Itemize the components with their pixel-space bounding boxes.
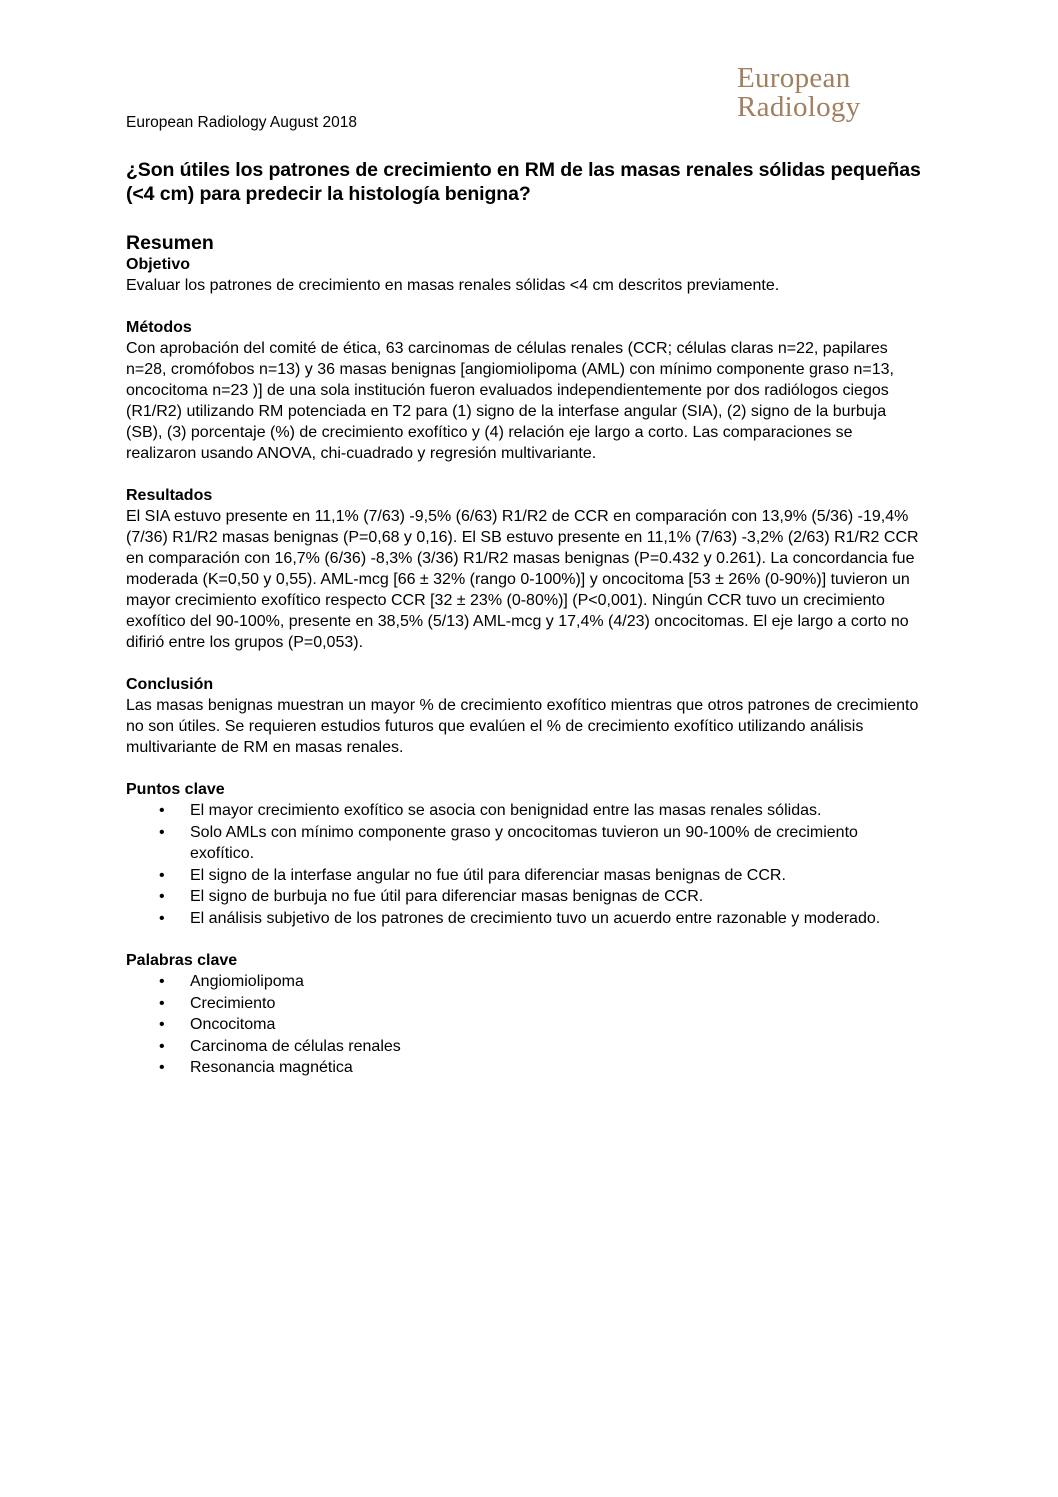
list-item <box>126 822 926 865</box>
list-item <box>126 1014 926 1036</box>
puntos-clave-heading: Puntos clave <box>126 781 225 798</box>
list-item <box>126 1036 926 1058</box>
list-item <box>126 886 926 908</box>
bullet-icon: • <box>159 1037 165 1055</box>
bullet-icon: • <box>159 1059 165 1076</box>
article-content <box>126 158 926 1079</box>
list-item-text: El signo de la interfase angular no fue útil para diferenciar masas benignas de CCR. <box>190 866 786 884</box>
bullet-icon: • <box>159 823 165 841</box>
resultados-heading: Resultados <box>126 487 213 504</box>
metodos-heading: Métodos <box>126 319 192 336</box>
list-item <box>126 908 926 930</box>
journal-logo <box>737 64 957 122</box>
metodos-body: Con aprobación del comité de ética, 63 carcinomas de células renales (CCR; células claras n=22, papilares n=28, cromófobos n=13) y 36 masas benignas [angiomiolipoma (AML) con mínimo componente graso n=13, oncocitoma n=23 )] de una sola institución fueron evaluados independientemente por dos radiólogos ciegos (R1/R2) utilizando RM potenciada en T2 para (1) signo de la interfase angular (SIA), (2) signo de la burbuja (SB), (3) porcentaje (%) de crecimiento exofítico y (4) relación eje largo a corto. Las comparaciones se realizaron usando ANOVA, chi-cuadrado y regresión multivariante. <box>126 340 894 462</box>
list-item <box>126 1057 926 1079</box>
bullet-icon: • <box>159 994 165 1012</box>
section-objetivo <box>126 254 926 296</box>
list-item-text: Crecimiento <box>190 994 276 1012</box>
objetivo-body: Evaluar los patrones de crecimiento en masas renales sólidas <4 cm descritos previamente. <box>126 277 780 294</box>
section-palabras-clave <box>126 950 926 1079</box>
palabras-clave-list <box>126 971 926 1079</box>
list-item-text: El mayor crecimiento exofítico se asocia con benignidad entre las masas renales sólidas. <box>190 802 822 819</box>
article-title: ¿Son útiles los patrones de crecimiento en RM de las masas renales sólidas pequeñas (<4 cm) para predecir la histología benigna? <box>126 159 921 205</box>
list-item-text: Solo AMLs con mínimo componente graso y oncocitomas tuvieron un 90-100% de crecimiento exofítico. <box>190 823 858 862</box>
section-conclusion <box>126 674 926 758</box>
list-item <box>126 865 926 887</box>
section-puntos-clave <box>126 779 926 929</box>
section-resultados <box>126 485 926 653</box>
puntos-clave-list <box>126 800 926 929</box>
list-item-text: Carcinoma de células renales <box>190 1037 401 1055</box>
bullet-icon: • <box>159 802 165 819</box>
conclusion-body: Las masas benignas muestran un mayor % de crecimiento exofítico mientras que otros patrones de crecimiento no son útiles. Se requieren estudios futuros que evalúen el % de crecimiento exofítico utilizando análisis multivariante de RM en masas renales. <box>126 697 919 756</box>
resultados-body: El SIA estuvo presente en 11,1% (7/63) -9,5% (6/63) R1/R2 de CCR en comparación con 13,9% (5/36) -19,4% (7/36) R1/R2 masas benignas (P=0,68 y 0,16). El SB estuvo presente en 11,1% (7/63) -3,2% (2/63) R1/R2 CCR en comparación con 16,7% (6/36) -8,3% (3/36) R1/R2 masas benignas (P=0.432 y 0.261). La concordancia fue moderada (K=0,50 y 0,55). AML-mcg [66 ± 32% (rango 0-100%)] y oncocitoma [53 ± 26% (0-90%)] tuvieron un mayor crecimiento exofítico respecto CCR [32 ± 23% (0-80%)] (P<0,001). Ningún CCR tuvo un crecimiento exofítico del 90-100%, presente en 38,5% (5/13) AML-mcg y 17,4% (4/23) oncocitomas. El eje largo a corto no difirió entre los grupos (P=0,053). <box>126 508 919 651</box>
list-item-text: El signo de burbuja no fue útil para diferenciar masas benignas de CCR. <box>190 888 704 905</box>
resumen-heading: Resumen <box>126 232 214 254</box>
list-item <box>126 993 926 1015</box>
logo-line-european: European <box>737 62 851 94</box>
list-item <box>126 800 926 822</box>
logo-line-radiology: Radiology <box>737 91 861 123</box>
list-item <box>126 971 926 993</box>
list-item-text: El análisis subjetivo de los patrones de crecimiento tuvo un acuerdo entre razonable y moderado. <box>190 909 881 927</box>
list-item-text: Oncocitoma <box>190 1016 276 1033</box>
palabras-clave-heading: Palabras clave <box>126 952 238 969</box>
bullet-icon: • <box>159 909 165 927</box>
objetivo-heading: Objetivo <box>126 256 191 273</box>
journal-date-line: European Radiology August 2018 <box>126 114 357 131</box>
bullet-icon: • <box>159 973 165 990</box>
bullet-icon: • <box>159 1016 165 1033</box>
bullet-icon: • <box>159 888 165 905</box>
section-metodos <box>126 317 926 464</box>
bullet-icon: • <box>159 866 165 884</box>
conclusion-heading: Conclusión <box>126 676 214 693</box>
list-item-text: Resonancia magnética <box>190 1059 353 1076</box>
list-item-text: Angiomiolipoma <box>190 973 304 990</box>
